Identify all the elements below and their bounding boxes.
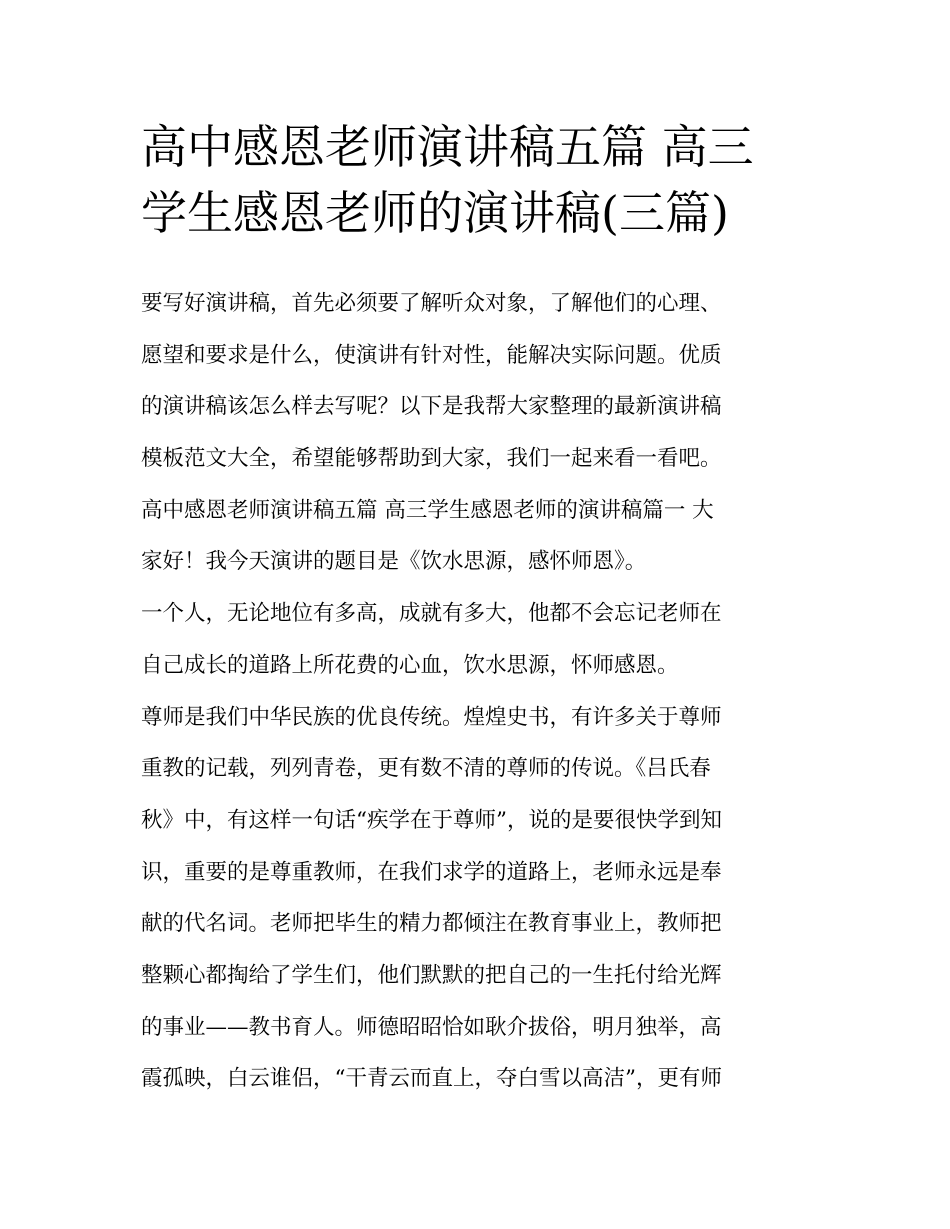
document-body [141,278,821,1105]
title-line-2: 学生感恩老师的演讲稿(三篇) [141,186,729,240]
body-line-16: 霞孤映，白云谁侣，“干青云而直上，夺白雪以高洁”，更有师 [141,1066,722,1092]
body-line-12: 识，重要的是尊重教师，在我们求学的道路上，老师永远是奉 [141,859,722,885]
body-line-8: 自己成长的道路上所花费的心血，饮水思源，怀师感恩。 [141,652,679,678]
body-line-13: 献的代名词。老师把毕生的精力都倾注在教育事业上，教师把 [141,911,722,937]
body-line-5: 高中感恩老师演讲稿五篇 高三学生感恩老师的演讲稿篇一 大 [141,497,714,523]
body-line-3: 的演讲稿该怎么样去写呢？以下是我帮大家整理的最新演讲稿 [141,394,722,420]
body-line-1: 要写好演讲稿，首先必须要了解听众对象，了解他们的心理、 [141,291,722,316]
document-title [141,114,821,246]
body-line-15: 的事业——教书育人。师德昭昭恰如耿介拔俗，明月独举，高 [141,1014,722,1040]
body-line-11: 秋》中，有这样一句话“疾学在于尊师”，说的是要很快学到知 [141,807,722,833]
body-line-4: 模板范文大全，希望能够帮助到大家，我们一起来看一看吧。 [141,446,722,472]
body-line-6: 家好！我今天演讲的题目是《饮水思源，感怀师恩》。 [141,549,647,575]
body-line-9: 尊师是我们中华民族的优良传统。煌煌史书，有许多关于尊师 [141,704,722,730]
title-line-1: 高中感恩老师演讲稿五篇 高三 [141,120,754,174]
body-line-10: 重教的记载，列列青卷，更有数不清的尊师的传说。《吕氏春 [141,756,711,782]
body-line-2: 愿望和要求是什么，使演讲有针对性，能解决实际问题。优质 [141,342,722,368]
body-line-14: 整颗心都掏给了学生们，他们默默的把自己的一生托付给光辉 [141,962,722,988]
body-line-7: 一个人，无论地位有多高，成就有多大，他都不会忘记老师在 [141,601,722,627]
